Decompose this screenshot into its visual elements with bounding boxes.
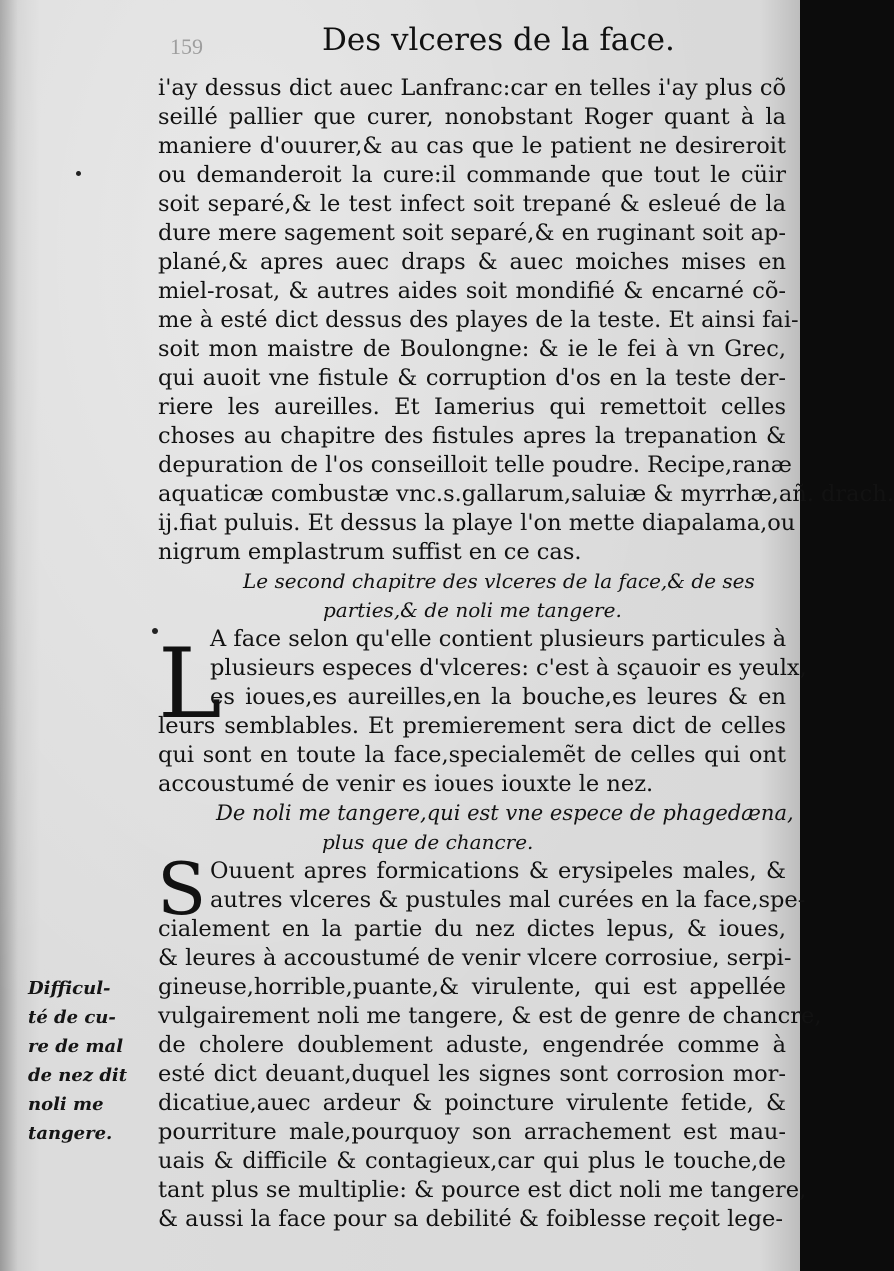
text-line: accoustumé de venir es ioues iouxte le nez. [158, 771, 654, 797]
text-line: de cholere doublement aduste, engendrée comme à [158, 1032, 786, 1058]
text-line: choses au chapitre des fistules apres la trepanation & [158, 423, 786, 449]
margin-note-line: re de mal [28, 1036, 124, 1057]
text-line: cialement en la partie du nez dictes lepus, & ioues, [158, 916, 786, 942]
running-head: Des vlceres de la face. [322, 22, 675, 58]
text-line: plusieurs especes d'vlceres: c'est à sçauoir es yeulx, [210, 655, 807, 681]
text-line: es ioues,es aureilles,en la bouche,es leures & en [210, 684, 786, 710]
text-line: tant plus se multiplie: & pource est dict noli me tangere, [158, 1177, 807, 1203]
text-line: aquaticæ combustæ vnc.s.gallarum,saluiæ & myrrhæ,añ. drach. [158, 481, 894, 507]
text-line: ou demanderoit la cure:il commande que tout le cüir [158, 162, 786, 188]
page-number: 159 [170, 34, 203, 59]
text-line: autres vlceres & pustules mal curées en la face,spe- [210, 887, 806, 913]
text-line: Ouuent apres formications & erysipeles males, & [210, 858, 786, 884]
text-block [158, 74, 894, 1234]
section-3 [158, 857, 822, 1234]
text-line: qui auoit vne fistule & corruption d'os en la teste der- [158, 365, 786, 391]
chapter-heading-line-2: parties,& de noli me tangere. [323, 598, 622, 622]
text-line: maniere d'ouurer,& au cas que le patient ne desireroit [158, 133, 786, 159]
section-1 [158, 74, 894, 567]
chapter-heading-line-1: Le second chapitre des vlceres de la face,& de ses [243, 569, 755, 593]
text-line: leurs semblables. Et premierement sera dict de celles [158, 713, 786, 739]
text-line: & leures à accoustumé de venir vlcere corrosiue, serpi- [158, 945, 792, 971]
text-line: soit mon maistre de Boulongne: & ie le fei à vn Grec, [158, 336, 786, 362]
ink-mark [76, 171, 81, 176]
text-line: riere les aureilles. Et Iamerius qui remettoit celles [158, 394, 786, 420]
text-line: ij.fiat puluis. Et dessus la playe l'on mette diapalama,ou [158, 510, 796, 536]
margin-note-line: de nez dit [28, 1065, 128, 1086]
text-line: depuration de l'os conseilloit telle poudre. Recipe,ranæ [158, 452, 792, 478]
margin-note-line: té de cu- [28, 1007, 116, 1028]
text-line: plané,& apres auec draps & auec moiches mises en [158, 249, 786, 275]
margin-note-line: noli me [28, 1094, 104, 1115]
text-line: uais & difficile & contagieux,car qui plus le touche,de [158, 1148, 786, 1174]
text-line: i'ay dessus dict auec Lanfranc:car en telles i'ay plus cõ [158, 75, 786, 101]
drop-capital-S: S [157, 847, 207, 931]
text-line: A face selon qu'elle contient plusieurs particules à [210, 626, 787, 652]
text-line: dicatiue,auec ardeur & poincture virulente fetide, & [158, 1090, 786, 1116]
drop-capital-L: L [158, 628, 222, 740]
text-line: seillé pallier que curer, nonobstant Roger quant à la [158, 104, 786, 130]
text-line: esté dict deuant,duquel les signes sont corrosion mor- [158, 1061, 786, 1087]
text-line: dure mere sagement soit separé,& en ruginant soit ap- [158, 220, 786, 246]
text-line: pourriture male,pourquoy son arrachement est mau- [158, 1119, 786, 1145]
section-2 [158, 625, 807, 799]
text-line: miel-rosat, & autres aides soit mondifié & encarné cõ- [158, 278, 786, 304]
text-line: nigrum emplastrum suffist en ce cas. [158, 539, 582, 565]
text-line: & aussi la face pour sa debilité & foiblesse reçoit lege- [158, 1206, 783, 1232]
text-line: vulgairement noli me tangere, & est de genre de chancre, [158, 1003, 822, 1029]
margin-note [28, 974, 152, 1148]
text-line: gineuse,horrible,puante,& virulente, qui est appellée [158, 974, 786, 1000]
margin-note-line: tangere. [28, 1123, 113, 1144]
text-line: qui sont en toute la face,specialemẽt de celles qui ont [158, 742, 786, 768]
margin-note-line: Difficul- [28, 978, 111, 999]
text-line: me à esté dict dessus des playes de la teste. Et ainsi fai- [158, 307, 799, 333]
text-line: soit separé,& le test infect soit trepané & esleué de la [158, 191, 786, 217]
subheading-line-2: plus que de chancre. [322, 830, 534, 854]
subheading-line-1: De noli me tangere,qui est vne espece de phagedæna, [216, 801, 794, 825]
